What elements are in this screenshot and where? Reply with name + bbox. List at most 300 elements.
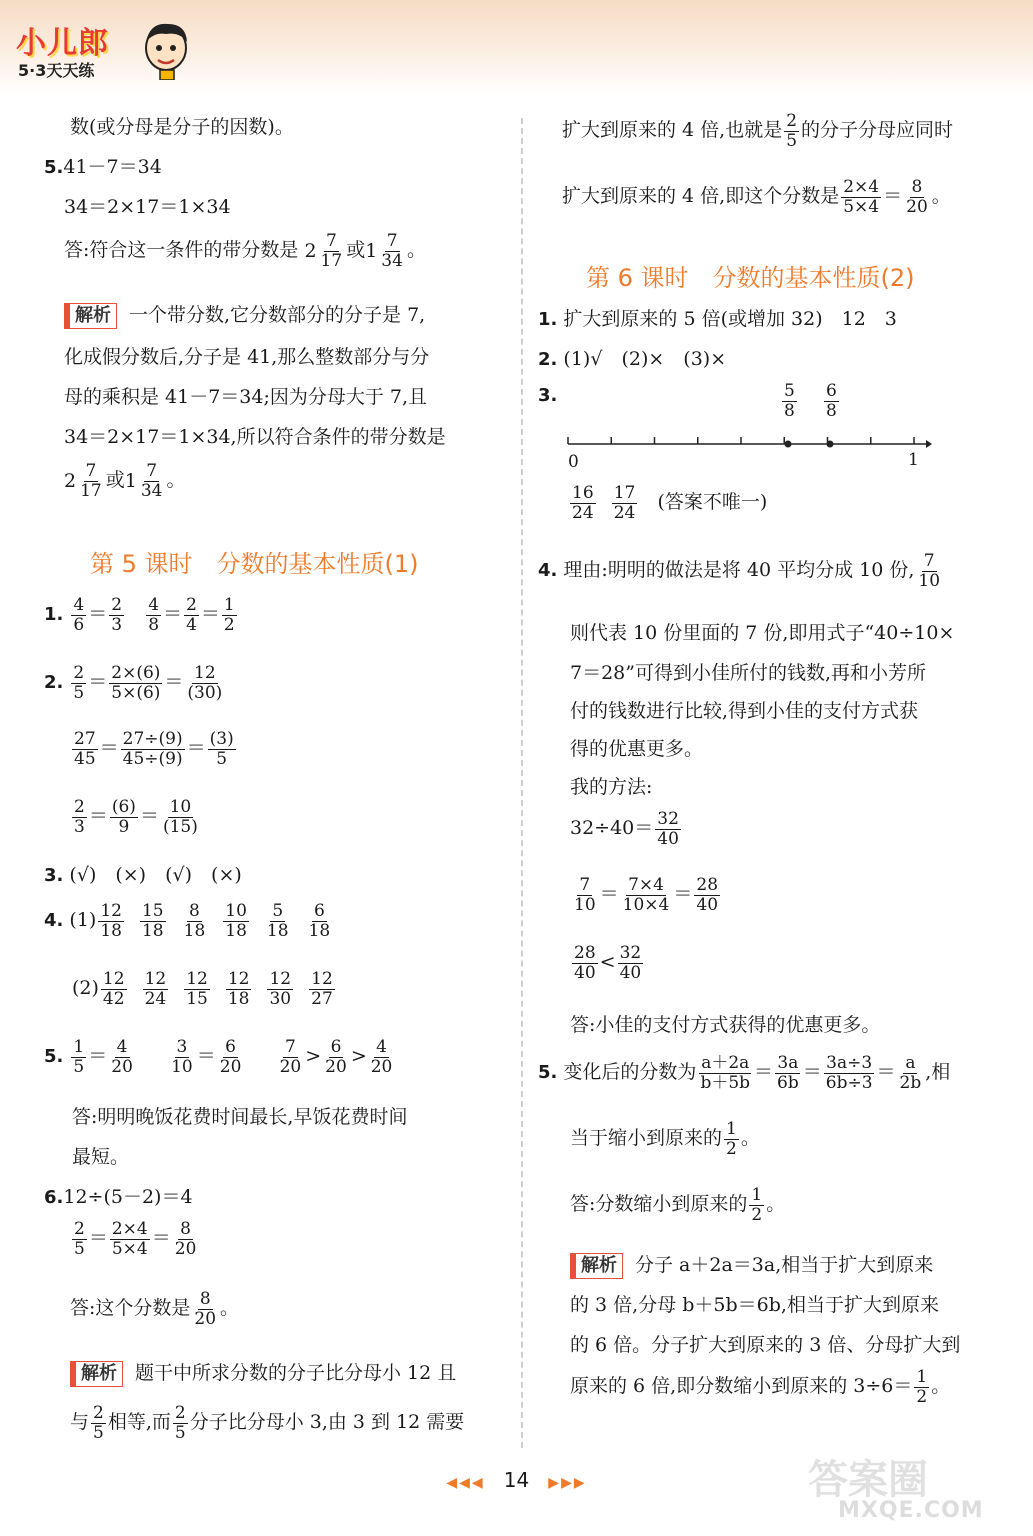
denominator: 27 bbox=[311, 988, 333, 1009]
fraction bbox=[110, 798, 138, 836]
numerator: 2 bbox=[74, 797, 85, 817]
denominator: 8 bbox=[784, 400, 795, 421]
denominator: 24 bbox=[144, 988, 167, 1009]
fraction bbox=[610, 483, 640, 523]
fraction bbox=[367, 1037, 397, 1077]
denominator: 8 bbox=[148, 614, 160, 635]
question-number: 4. bbox=[44, 910, 64, 932]
denominator: 5 bbox=[93, 1422, 104, 1443]
numerator: 12 bbox=[194, 663, 216, 683]
text: 理由:明明的做法是将 40 平均分成 10 份, bbox=[563, 559, 915, 582]
denominator: 18 bbox=[227, 988, 250, 1009]
question-number: 2. bbox=[44, 672, 64, 694]
fraction bbox=[621, 876, 672, 914]
mixed-number bbox=[64, 462, 106, 500]
numerator: 1 bbox=[916, 1367, 928, 1387]
numerator: 1 bbox=[223, 595, 235, 615]
fraction bbox=[824, 1054, 875, 1092]
lesson-heading-6: 第 6 课时 分数的基本性质(2) bbox=[586, 264, 915, 292]
text: 的分子分母应同时 bbox=[801, 119, 954, 142]
fraction bbox=[898, 1054, 924, 1092]
denominator: 6b bbox=[777, 1072, 799, 1093]
question-2 bbox=[538, 344, 726, 371]
text-line: 数(或分母是分子的因数)。 bbox=[70, 116, 294, 138]
mixed-number bbox=[365, 232, 407, 270]
numerator: 1 bbox=[726, 1119, 737, 1139]
question-number: 5. bbox=[44, 1046, 64, 1068]
fraction bbox=[841, 178, 881, 216]
denominator: 5 bbox=[786, 130, 798, 151]
text: 扩大到原来的 4 倍,即这个分数是 bbox=[562, 185, 840, 208]
fraction bbox=[747, 1185, 766, 1225]
page-number: 14 bbox=[503, 1468, 530, 1492]
fraction bbox=[144, 595, 163, 635]
denominator: 5 bbox=[216, 748, 228, 769]
fraction bbox=[916, 552, 942, 590]
equation-line: $\frac{2}{3}$ ＝ $\frac{(6)}{9}$ ＝ $\frac{10}{(15)}$ bbox=[70, 798, 202, 836]
fraction bbox=[780, 381, 799, 421]
fraction bbox=[896, 1053, 926, 1093]
numerator: 2×(6) bbox=[111, 663, 161, 683]
text: 原来的 6 倍,即分数缩小到原来的 3÷6＝ bbox=[570, 1375, 913, 1398]
watermark bbox=[808, 1448, 1018, 1528]
mixed-number bbox=[125, 462, 167, 500]
text: (答案不唯一) bbox=[657, 491, 768, 514]
question-number: 1. bbox=[44, 604, 64, 626]
denominator: 20 bbox=[174, 1238, 197, 1259]
text: 。 bbox=[740, 1127, 760, 1150]
denominator: 5 bbox=[73, 1056, 85, 1077]
denominator: 6 bbox=[73, 614, 85, 635]
fraction bbox=[143, 970, 169, 1008]
denominator: 40 bbox=[696, 894, 719, 915]
denominator: 5 bbox=[74, 1238, 85, 1259]
text-line: 7＝28”可得到小佳所付的钱数,再和小芳所 bbox=[570, 662, 927, 684]
text: 变化后的分数为 bbox=[563, 1061, 697, 1084]
text-line: 扩大到原来的 4 倍,即这个分数是 $\frac{2\times 4}{5\times 4}$ ＝ $\frac{8}{20}$ 。 bbox=[562, 177, 951, 217]
fraction bbox=[369, 1038, 395, 1076]
fraction bbox=[321, 1037, 351, 1077]
explanation-line bbox=[64, 300, 425, 329]
answer-line: 答:小佳的支付方式获得的优惠更多。 bbox=[570, 1014, 881, 1036]
numerator: 8 bbox=[189, 901, 200, 921]
denominator: 5 bbox=[73, 682, 85, 703]
text: 。 bbox=[931, 1375, 951, 1398]
denominator: 17 bbox=[80, 480, 102, 501]
fraction bbox=[107, 1037, 137, 1077]
numerator: 2×4 bbox=[843, 177, 880, 197]
denominator: 40 bbox=[574, 962, 596, 983]
fraction bbox=[226, 970, 252, 1008]
fraction bbox=[169, 1038, 195, 1076]
answer-line bbox=[64, 232, 426, 270]
denominator: 18 bbox=[225, 920, 247, 941]
fraction bbox=[619, 875, 674, 915]
number-line-label-6-8 bbox=[822, 382, 841, 420]
analysis-tag: 解析 bbox=[64, 303, 117, 329]
denominator: 20 bbox=[325, 1056, 347, 1077]
numerator: 3 bbox=[176, 1037, 188, 1057]
fraction bbox=[276, 1037, 306, 1077]
text-line: 则代表 10 份里面的 7 份,即用式子“40÷10× bbox=[570, 622, 955, 644]
fraction bbox=[696, 1053, 754, 1093]
text: 答:分数缩小到原来的 bbox=[570, 1193, 748, 1216]
denominator: 20 bbox=[111, 1056, 133, 1077]
text: (√) (×) (√) (×) bbox=[69, 864, 242, 886]
denominator: 24 bbox=[572, 502, 594, 523]
numerator: 3a bbox=[777, 1053, 799, 1073]
fraction bbox=[265, 902, 291, 940]
numerator: a＋2a bbox=[701, 1053, 750, 1073]
fraction bbox=[782, 111, 801, 151]
text: 扩大到原来的 4 倍,也就是 bbox=[562, 119, 783, 142]
whole: 1 bbox=[365, 240, 378, 263]
fraction bbox=[912, 1367, 931, 1407]
fraction bbox=[902, 177, 932, 217]
fraction bbox=[192, 1290, 218, 1328]
denominator: 10 bbox=[574, 894, 596, 915]
denominator: 20 bbox=[370, 1056, 393, 1077]
fraction bbox=[223, 902, 249, 940]
text-line: 34＝2×17＝1×34 bbox=[64, 196, 231, 218]
fraction bbox=[167, 1037, 197, 1077]
numerator: 7 bbox=[85, 461, 97, 481]
question-4 bbox=[538, 552, 944, 590]
question-number: 5. bbox=[44, 157, 64, 178]
denominator: 5×4 bbox=[111, 1238, 148, 1259]
denominator: 24 bbox=[613, 502, 636, 523]
question-4a bbox=[44, 902, 346, 940]
fraction bbox=[190, 1289, 220, 1329]
mascot-icon bbox=[140, 18, 192, 80]
fraction bbox=[184, 596, 199, 634]
explanation-line bbox=[70, 1404, 464, 1442]
text: ,相 bbox=[925, 1061, 951, 1084]
numerator: 12 bbox=[100, 901, 122, 921]
logo bbox=[14, 18, 189, 88]
number-line-label-5-8 bbox=[780, 382, 799, 420]
fraction bbox=[171, 1219, 201, 1259]
numerator: 12 bbox=[227, 969, 250, 989]
denominator: 42 bbox=[102, 988, 125, 1009]
denominator: 3 bbox=[74, 816, 85, 837]
denominator: 40 bbox=[657, 828, 679, 849]
question-6 bbox=[44, 1182, 193, 1209]
numerator: 6 bbox=[826, 381, 837, 401]
denominator: 10 bbox=[918, 570, 941, 591]
next-arrows-icon: ▶▶▶ bbox=[548, 1475, 587, 1491]
fraction bbox=[724, 1120, 739, 1158]
fraction bbox=[184, 970, 210, 1008]
fraction bbox=[572, 876, 598, 914]
fraction bbox=[570, 943, 600, 983]
numerator: 7 bbox=[386, 231, 398, 251]
denominator: 20 bbox=[194, 1308, 217, 1329]
text: (1)√ (2)× (3)× bbox=[563, 348, 727, 370]
denominator: 2 bbox=[726, 1138, 737, 1159]
denominator: 20 bbox=[279, 1056, 302, 1077]
numerator: 32 bbox=[657, 809, 679, 829]
denominator: b＋5b bbox=[700, 1072, 751, 1093]
numerator: 2 bbox=[93, 1403, 104, 1423]
question-5 bbox=[44, 152, 162, 179]
fraction bbox=[698, 1054, 752, 1092]
fraction bbox=[775, 1054, 801, 1092]
denominator: 45 bbox=[74, 748, 96, 769]
numerator: 2 bbox=[111, 595, 123, 615]
question-4b bbox=[72, 970, 349, 1008]
numerator: 7 bbox=[325, 231, 337, 251]
fraction bbox=[108, 1219, 152, 1259]
number-line-arrow bbox=[926, 440, 932, 448]
numerator: 12 bbox=[269, 969, 292, 989]
fraction bbox=[278, 1038, 304, 1076]
fraction bbox=[71, 596, 86, 634]
denominator: 3 bbox=[111, 614, 123, 635]
answer-line bbox=[570, 1186, 785, 1224]
denominator: 18 bbox=[100, 920, 122, 941]
logo-title: 小儿郎 bbox=[16, 26, 109, 61]
denominator: 30 bbox=[269, 988, 292, 1009]
question-1: 1. $\frac{4}{6}$ ＝ $\frac{2}{3}$ $\frac{4}{8}$ ＝ $\frac{2}{4}$ ＝ $\frac{1}{2}$ bbox=[44, 596, 239, 634]
fraction bbox=[107, 663, 164, 703]
fraction bbox=[140, 902, 166, 940]
equation-line bbox=[570, 810, 683, 848]
fraction bbox=[69, 1037, 88, 1077]
numerator: 2 bbox=[73, 663, 85, 683]
text: 答:符合这一条件的带分数是 bbox=[64, 239, 299, 262]
fraction bbox=[121, 730, 185, 768]
denominator: 2b bbox=[899, 1072, 922, 1093]
question-3 bbox=[538, 384, 557, 406]
text: 分子比分母小 3,由 3 到 12 需要 bbox=[189, 1411, 465, 1434]
text: 。 bbox=[220, 1297, 240, 1320]
explanation-line bbox=[64, 462, 186, 500]
numerator: 1 bbox=[751, 1185, 763, 1205]
text: 41－7＝34 bbox=[63, 156, 162, 178]
explanation-line: 化成假分数后,分子是 41,那么整数部分与分 bbox=[64, 346, 430, 368]
denominator: 8 bbox=[826, 400, 837, 421]
fraction bbox=[110, 1220, 150, 1258]
numerator: 10 bbox=[225, 901, 247, 921]
fraction bbox=[570, 484, 596, 522]
lesson-heading-5: 第 5 课时 分数的基本性质(1) bbox=[90, 550, 419, 578]
fraction bbox=[171, 1403, 190, 1443]
numerator: 7 bbox=[579, 875, 591, 895]
denominator: 45÷(9) bbox=[122, 748, 183, 769]
text: 扩大到原来的 5 倍(或增加 32) 12 3 bbox=[563, 308, 897, 330]
denominator: 9 bbox=[118, 816, 130, 837]
numerator: a bbox=[905, 1053, 916, 1073]
question-3 bbox=[44, 860, 242, 887]
fraction bbox=[161, 798, 200, 836]
fraction bbox=[904, 178, 930, 216]
fraction bbox=[101, 970, 127, 1008]
fraction bbox=[782, 382, 797, 420]
number-line bbox=[566, 430, 932, 456]
fraction bbox=[89, 1403, 108, 1443]
denominator: 6b÷3 bbox=[825, 1072, 873, 1093]
text-line bbox=[570, 1120, 760, 1158]
fraction bbox=[618, 944, 644, 982]
text: 题干中所求分数的分子比分母小 12 且 bbox=[135, 1362, 457, 1384]
numerator: 28 bbox=[696, 875, 719, 895]
fraction bbox=[570, 875, 600, 915]
answer-line: 最短。 bbox=[72, 1146, 130, 1168]
numerator: 5 bbox=[272, 901, 284, 921]
text: 。 bbox=[766, 1193, 786, 1216]
text: (2) bbox=[72, 977, 99, 1000]
denominator: 15 bbox=[186, 988, 208, 1009]
denominator: 34 bbox=[381, 250, 403, 271]
question-number: 4. bbox=[538, 560, 558, 582]
denominator: 10 bbox=[171, 1056, 193, 1077]
explanation-line bbox=[570, 1250, 933, 1279]
fraction bbox=[655, 810, 681, 848]
text: 答:这个分数是 bbox=[70, 1297, 191, 1320]
number-line-ticks bbox=[568, 437, 914, 444]
text: (1) bbox=[69, 909, 97, 932]
fraction bbox=[379, 232, 405, 270]
fraction bbox=[159, 797, 202, 837]
numerator: 8 bbox=[911, 177, 923, 197]
fraction-list bbox=[96, 901, 346, 941]
fraction bbox=[109, 596, 124, 634]
denominator: 34 bbox=[140, 480, 163, 501]
fraction bbox=[222, 596, 237, 634]
fraction bbox=[139, 462, 165, 500]
question-1 bbox=[538, 304, 897, 331]
fraction bbox=[173, 1220, 199, 1258]
explanation-line: 母的乘积是 41－7＝34;因为分母大于 7,且 bbox=[64, 386, 428, 408]
text: 一个带分数,它分数部分的分子是 7, bbox=[129, 304, 426, 326]
fraction-list bbox=[99, 969, 349, 1009]
denominator: 40 bbox=[619, 962, 642, 983]
denominator: 5×(6) bbox=[111, 682, 161, 703]
numerator: 6 bbox=[225, 1037, 236, 1057]
denominator: 18 bbox=[266, 920, 289, 941]
text: 当于缩小到原来的 bbox=[570, 1127, 723, 1150]
whole: 2 bbox=[64, 470, 77, 493]
fraction bbox=[182, 902, 208, 940]
explanation-line bbox=[570, 1368, 950, 1406]
numerator: 8 bbox=[199, 1289, 211, 1309]
fraction bbox=[72, 1220, 87, 1258]
numerator: 12 bbox=[144, 969, 167, 989]
fraction bbox=[182, 595, 201, 635]
numerator: 6 bbox=[330, 1037, 342, 1057]
fraction bbox=[218, 1038, 244, 1076]
numerator: 1 bbox=[73, 1037, 85, 1057]
fraction bbox=[568, 483, 598, 523]
denominator: 5 bbox=[174, 1422, 186, 1443]
fraction bbox=[572, 944, 598, 982]
fraction bbox=[109, 1038, 135, 1076]
denominator: 18 bbox=[308, 920, 331, 941]
text: 。 bbox=[406, 239, 426, 262]
text: 32÷40＝ bbox=[570, 817, 654, 840]
denominator: 10×4 bbox=[622, 894, 670, 915]
fraction bbox=[69, 595, 88, 635]
fraction bbox=[146, 596, 161, 634]
fraction bbox=[70, 1219, 89, 1259]
fraction bbox=[108, 797, 140, 837]
denominator: 20 bbox=[906, 196, 928, 217]
numerator: 7 bbox=[923, 551, 935, 571]
fraction bbox=[612, 484, 638, 522]
numerator: 7 bbox=[146, 461, 158, 481]
fraction bbox=[773, 1053, 803, 1093]
analysis-tag: 解析 bbox=[570, 1253, 623, 1279]
denominator: 4 bbox=[186, 614, 197, 635]
text-line: 得的优惠更多。 bbox=[570, 738, 704, 760]
fraction bbox=[653, 809, 683, 849]
fraction bbox=[220, 595, 239, 635]
denominator: 18 bbox=[183, 920, 206, 941]
denominator: 17 bbox=[320, 250, 343, 271]
equation-line: $\frac{28}{40}$ < $\frac{32}{40}$ bbox=[570, 944, 645, 982]
fraction bbox=[185, 664, 224, 702]
fraction bbox=[216, 1037, 246, 1077]
numerator: 5 bbox=[784, 381, 795, 401]
text: 。 bbox=[166, 469, 186, 492]
equation-line: $\frac{7}{10}$ ＝ $\frac{7\times 4}{10\times 4}$ ＝ $\frac{28}{40}$ bbox=[570, 876, 722, 914]
numerator: 4 bbox=[148, 595, 160, 615]
text: 12÷(5－2)＝4 bbox=[63, 1186, 193, 1208]
fraction bbox=[694, 876, 720, 914]
answer-line: 答:明明晚饭花费时间最长,早饭花费时间 bbox=[72, 1106, 408, 1128]
explanation-line bbox=[70, 1358, 456, 1387]
question-2: 2. $\frac{2}{5}$ ＝ $\frac{2\times(6)}{5\times(6)}$ ＝ $\frac{12}{(30)}$ bbox=[44, 664, 226, 702]
fraction bbox=[616, 943, 646, 983]
fraction bbox=[109, 664, 162, 702]
question-5: 5. 变化后的分数为 $\frac{a+2a}{b+5b}$ ＝ $\frac{3a}{6b}$ ＝ $\frac{3a\div 3}{6b\div 3}$ ＝ $\frac{a}{2b}$ ,相 bbox=[538, 1053, 951, 1093]
fraction bbox=[839, 177, 883, 217]
prev-arrows-icon: ◀◀◀ bbox=[446, 1475, 485, 1491]
denominator: 20 bbox=[219, 1056, 242, 1077]
numerator: 2 bbox=[786, 111, 798, 131]
fraction bbox=[749, 1186, 764, 1224]
explanation-line: 的 6 倍。分子扩大到原来的 3 倍、分母扩大到 bbox=[570, 1334, 961, 1356]
watermark-url: MXQE.COM bbox=[838, 1498, 984, 1523]
fraction bbox=[824, 382, 839, 420]
equation-line: $\frac{27}{45}$ ＝ $\frac{27\div(9)}{45\div(9)}$ ＝ $\frac{(3)}{5}$ bbox=[70, 730, 238, 768]
denominator: (30) bbox=[187, 682, 223, 703]
denominator: 2 bbox=[223, 614, 235, 635]
explanation-line: 的 3 倍,分母 b＋5b＝6b,相当于扩大到原来 bbox=[570, 1294, 939, 1316]
answer-fractions bbox=[568, 484, 767, 522]
fraction bbox=[307, 902, 333, 940]
text-line: 我的方法: bbox=[570, 776, 653, 798]
denominator: 5×4 bbox=[843, 196, 880, 217]
fraction bbox=[208, 730, 236, 768]
number-line-zero: 0 bbox=[568, 452, 579, 472]
numerator: 16 bbox=[572, 483, 594, 503]
numerator: (3) bbox=[209, 729, 234, 749]
fraction bbox=[78, 462, 104, 500]
numerator: 7×4 bbox=[628, 875, 664, 895]
fraction bbox=[323, 1038, 349, 1076]
answer-line bbox=[70, 1290, 239, 1328]
numerator: 17 bbox=[613, 483, 636, 503]
numerator: 3a÷3 bbox=[826, 1053, 873, 1073]
fraction bbox=[309, 970, 335, 1008]
logo-subtitle: 5·3天天练 bbox=[18, 61, 95, 80]
numerator: 2 bbox=[186, 595, 197, 615]
question-number: 5. bbox=[538, 1062, 558, 1084]
column-divider bbox=[521, 118, 523, 1448]
numerator: 8 bbox=[180, 1219, 191, 1239]
